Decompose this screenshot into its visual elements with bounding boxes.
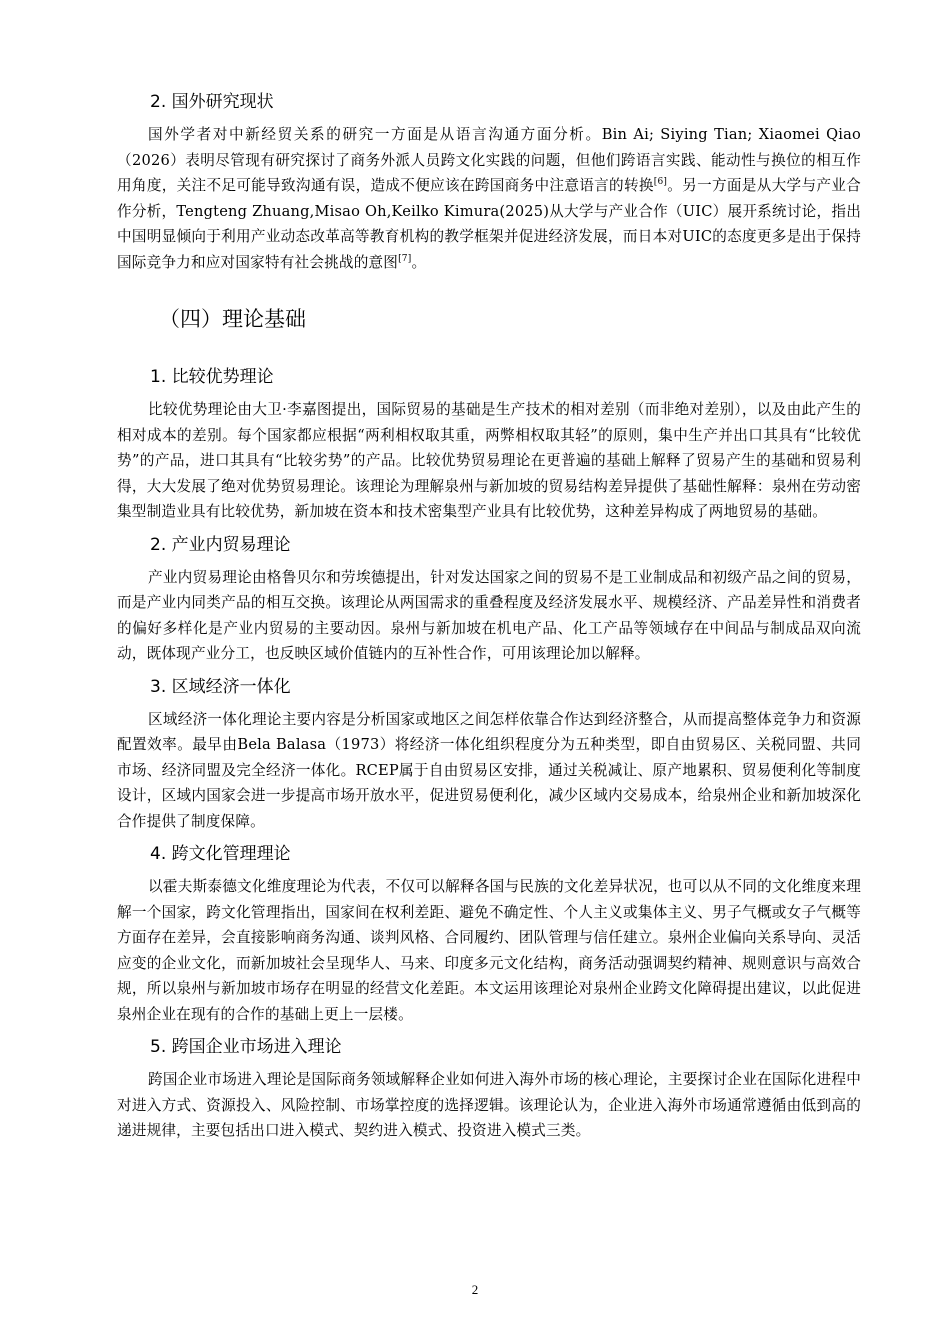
page-body <box>117 88 861 1144</box>
section-heading-regional-integration: 3. 区域经济一体化 <box>150 676 291 697</box>
section-heading-market-entry: 5. 跨国企业市场进入理论 <box>150 1037 342 1057</box>
section-heading-cross-cultural-management: 4. 跨文化管理理论 <box>150 844 291 864</box>
section-heading-intra-industry-trade: 2. 产业内贸易理论 <box>150 534 291 555</box>
paragraph-text: 国外学者对中新经贸关系的研究一方面是从语言沟通方面分析。Bin Ai; Siying Tian; Xiaomei Qiao（2026）表明尽管现有研究探讨了商务外派人员跨文化实践的问题，但他们跨语言实践、能动性与换位的相互作用角度，关注不足可能导致沟通有误，造成不便应该在跨国商务中注意语言的转换 <box>117 126 861 194</box>
chapter-heading-theory: （四）理论基础 <box>159 307 306 331</box>
page-number: 2 <box>471 1282 479 1297</box>
section-heading-comparative-advantage: 1. 比较优势理论 <box>150 367 274 387</box>
citation-ref: [6] <box>653 177 668 188</box>
paragraph-market-entry: 跨国企业市场进入理论是国际商务领域解释企业如何进入海外市场的核心理论，主要探讨企业在国际化进程中对进入方式、资源投入、风险控制、市场掌控度的选择逻辑。该理论认为，企业进入海外市场通常遵循由低到高的递进规律，主要包括出口进入模式、契约进入模式、投资进入模式三类。 <box>117 1071 861 1139</box>
paragraph-foreign-research <box>117 122 861 275</box>
paragraph-comparative-advantage: 比较优势理论由大卫·李嘉图提出，国际贸易的基础是生产技术的相对差别（而非绝对差别），以及由此产生的相对成本的差别。每个国家都应根据“两利相权取其重，两弊相权取其轻”的原则，集中生产并出口其具有“比较优势”的产品，进口其具有“比较劣势”的产品。比较优势贸易理论在更普遍的基础上解释了贸易产生的基础和贸易利得，大大发展了绝对优势贸易理论。该理论为理解泉州与新加坡的贸易结构差异提供了基础性解释：泉州在劳动密集型制造业具有比较优势，新加坡在资本和技术密集型产业具有比较优势，这种差异构成了两地贸易的基础。 <box>117 401 861 520</box>
paragraph-cross-cultural-management: 以霍夫斯泰德文化维度理论为代表，不仅可以解释各国与民族的文化差异状况，也可以从不同的文化维度来理解一个国家，跨文化管理指出，国家间在权利差距、避免不确定性、个人主义或集体主义、男子气概或女子气概等方面存在差异，会直接影响商务沟通、谈判风格、合同履约、团队管理与信任建立。泉州企业偏向关系导向、灵活应变的企业文化，而新加坡社会呈现华人、马来、印度多元文化结构，商务活动强调契约精神、规则意识与高效合规，所以泉州与新加坡市场存在明显的经营文化差距。本文运用该理论对泉州企业跨文化障碍提出建议，以此促进泉州企业在现有的合作的基础上更上一层楼。 <box>117 878 861 1023</box>
paragraph-text: 。 <box>411 253 427 271</box>
section-heading-foreign-research: 2. 国外研究现状 <box>150 92 274 112</box>
paragraph-intra-industry-trade: 产业内贸易理论由格鲁贝尔和劳埃德提出，针对发达国家之间的贸易不是工业制成品和初级产品之间的贸易，而是产业内同类产品的相互交换。该理论从两国需求的重叠程度及经济发展水平、规模经济、产品差异性和消费者的偏好多样化是产业内贸易的主要动因。泉州与新加坡在机电产品、化工产品等领域存在中间品与制成品双向流动，既体现产业分工，也反映区域价值链内的互补性合作，可用该理论加以解释。 <box>117 568 861 662</box>
paragraph-regional-integration: 区域经济一体化理论主要内容是分析国家或地区之间怎样依靠合作达到经济整合，从而提高整体竞争力和资源配置效率。最早由Bela Balasa（1973）将经济一体化组织程度分为五种类型，即自由贸易区、关税同盟、共同市场、经济同盟及完全经济一体化。RCEP属于自由贸易区安排，通过关税减让、原产地累积、贸易便利化等制度设计，区域内国家会进一步提高市场开放水平，促进贸易便利化，减少区域内交易成本，给泉州企业和新加坡深化合作提供了制度保障。 <box>117 710 861 830</box>
citation-ref: [7] <box>398 253 412 264</box>
paragraph-text: 。另一方面是从大学与产业合作分析，Tengteng Zhuang,Misao Oh,Keilko Kimura(2025)从大学与产业合作（UIC）展开系统讨论，指出中国明显倾向于利用产业动态改革高等教育机构的教学框架并促进经济发展，而日本对UIC的态度更多是出于保持国际竞争力和应对国家特有社会挑战的意图 <box>117 177 861 271</box>
